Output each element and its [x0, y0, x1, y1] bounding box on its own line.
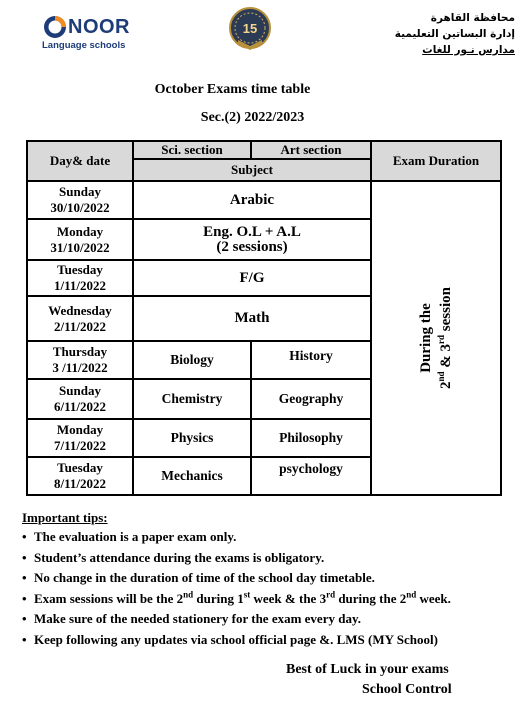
logo-name: NOOR [68, 16, 130, 38]
subject-line1: Eng. O.L + A.L [203, 223, 301, 240]
day-name: Sunday [59, 383, 101, 398]
arabic-administration: إدارة البساتين التعليمية [394, 28, 515, 40]
page-title: October Exams time table [154, 82, 311, 97]
art-subject-cell: psychology [251, 457, 371, 495]
exam-timetable [26, 140, 502, 496]
closing-message: Best of Luck in your exams [286, 662, 449, 677]
date: 31/10/2022 [50, 239, 110, 255]
list-item: • Keep following any updates via school official page &. LMS (MY School) [22, 630, 451, 651]
noor-logo-icon [42, 14, 68, 40]
sci-subject-cell: Physics [133, 419, 251, 457]
exam-duration-cell [371, 181, 501, 495]
sci-subject-cell: Biology [133, 341, 251, 379]
arabic-school-name: مدارس نـور للغات [422, 44, 515, 56]
subject-cell: Math [133, 296, 371, 341]
duration-line2: 2nd & 3rd session [436, 287, 454, 389]
day-date-cell [27, 219, 133, 260]
date: 2/11/2022 [53, 318, 106, 334]
list-item: • Student’s attendance during the exams is obligatory. [22, 548, 451, 569]
header-art-section: Art section [251, 141, 371, 159]
date: 1/11/2022 [53, 278, 106, 293]
art-subject-cell: Philosophy [251, 419, 371, 457]
day-name: Tuesday [57, 262, 103, 277]
list-item: • Make sure of the needed stationery for the exam every day. [22, 609, 451, 630]
day-name: Tuesday [57, 460, 103, 475]
day-date-cell [27, 260, 133, 296]
subject-cell: Arabic [133, 181, 371, 219]
list-item: • The evaluation is a paper exam only. [22, 527, 451, 548]
art-subject-cell: Geography [251, 379, 371, 419]
header-subject: Subject [133, 159, 371, 181]
arabic-header [375, 10, 515, 58]
subject-line2: (2 sessions) [216, 238, 288, 255]
day-date-cell [27, 379, 133, 419]
exam-duration-text [416, 287, 456, 389]
logo-subtitle: Language schools [42, 40, 126, 51]
duration-line1: During the [418, 303, 434, 373]
tips-heading: Important tips: [22, 510, 108, 525]
list-item: • No change in the duration of time of the school day timetable. [22, 568, 451, 589]
page-subtitle: Sec.(2) 2022/2023 [200, 110, 305, 125]
subject-cell [133, 219, 371, 260]
list-item: • Exam sessions will be the 2nd during 1st week & the 3rd during the 2nd week. [22, 589, 451, 610]
day-name: Sunday [59, 184, 101, 199]
day-name: Monday [56, 223, 104, 239]
day-name: Thursday [52, 344, 108, 359]
day-date-cell [27, 296, 133, 341]
date: 6/11/2022 [53, 399, 106, 414]
day-name: Wednesday [48, 302, 112, 318]
date: 7/11/2022 [53, 438, 106, 453]
signature-school-control: School Control [362, 682, 452, 697]
anniversary-emblem-icon [228, 6, 272, 52]
emblem-number: 15 [242, 21, 258, 36]
arabic-governorate: محافظة القاهرة [430, 12, 515, 24]
day-date-cell [27, 181, 133, 219]
table-row [27, 181, 501, 219]
day-date-cell [27, 457, 133, 495]
header-day-date: Day& date [27, 141, 133, 181]
day-date-cell [27, 341, 133, 379]
subject-cell: F/G [133, 260, 371, 296]
tips-list [22, 527, 451, 650]
sci-subject-cell: Mechanics [133, 457, 251, 495]
date: 8/11/2022 [53, 476, 106, 491]
day-name: Monday [56, 422, 104, 437]
date: 30/10/2022 [50, 200, 110, 215]
day-date-cell [27, 419, 133, 457]
sci-subject-cell: Chemistry [133, 379, 251, 419]
header-sci-section: Sci. section [133, 141, 251, 159]
date: 3 /11/2022 [52, 360, 108, 375]
art-subject-cell: History [251, 341, 371, 379]
header-exam-duration: Exam Duration [371, 141, 501, 181]
school-logo [38, 12, 138, 52]
